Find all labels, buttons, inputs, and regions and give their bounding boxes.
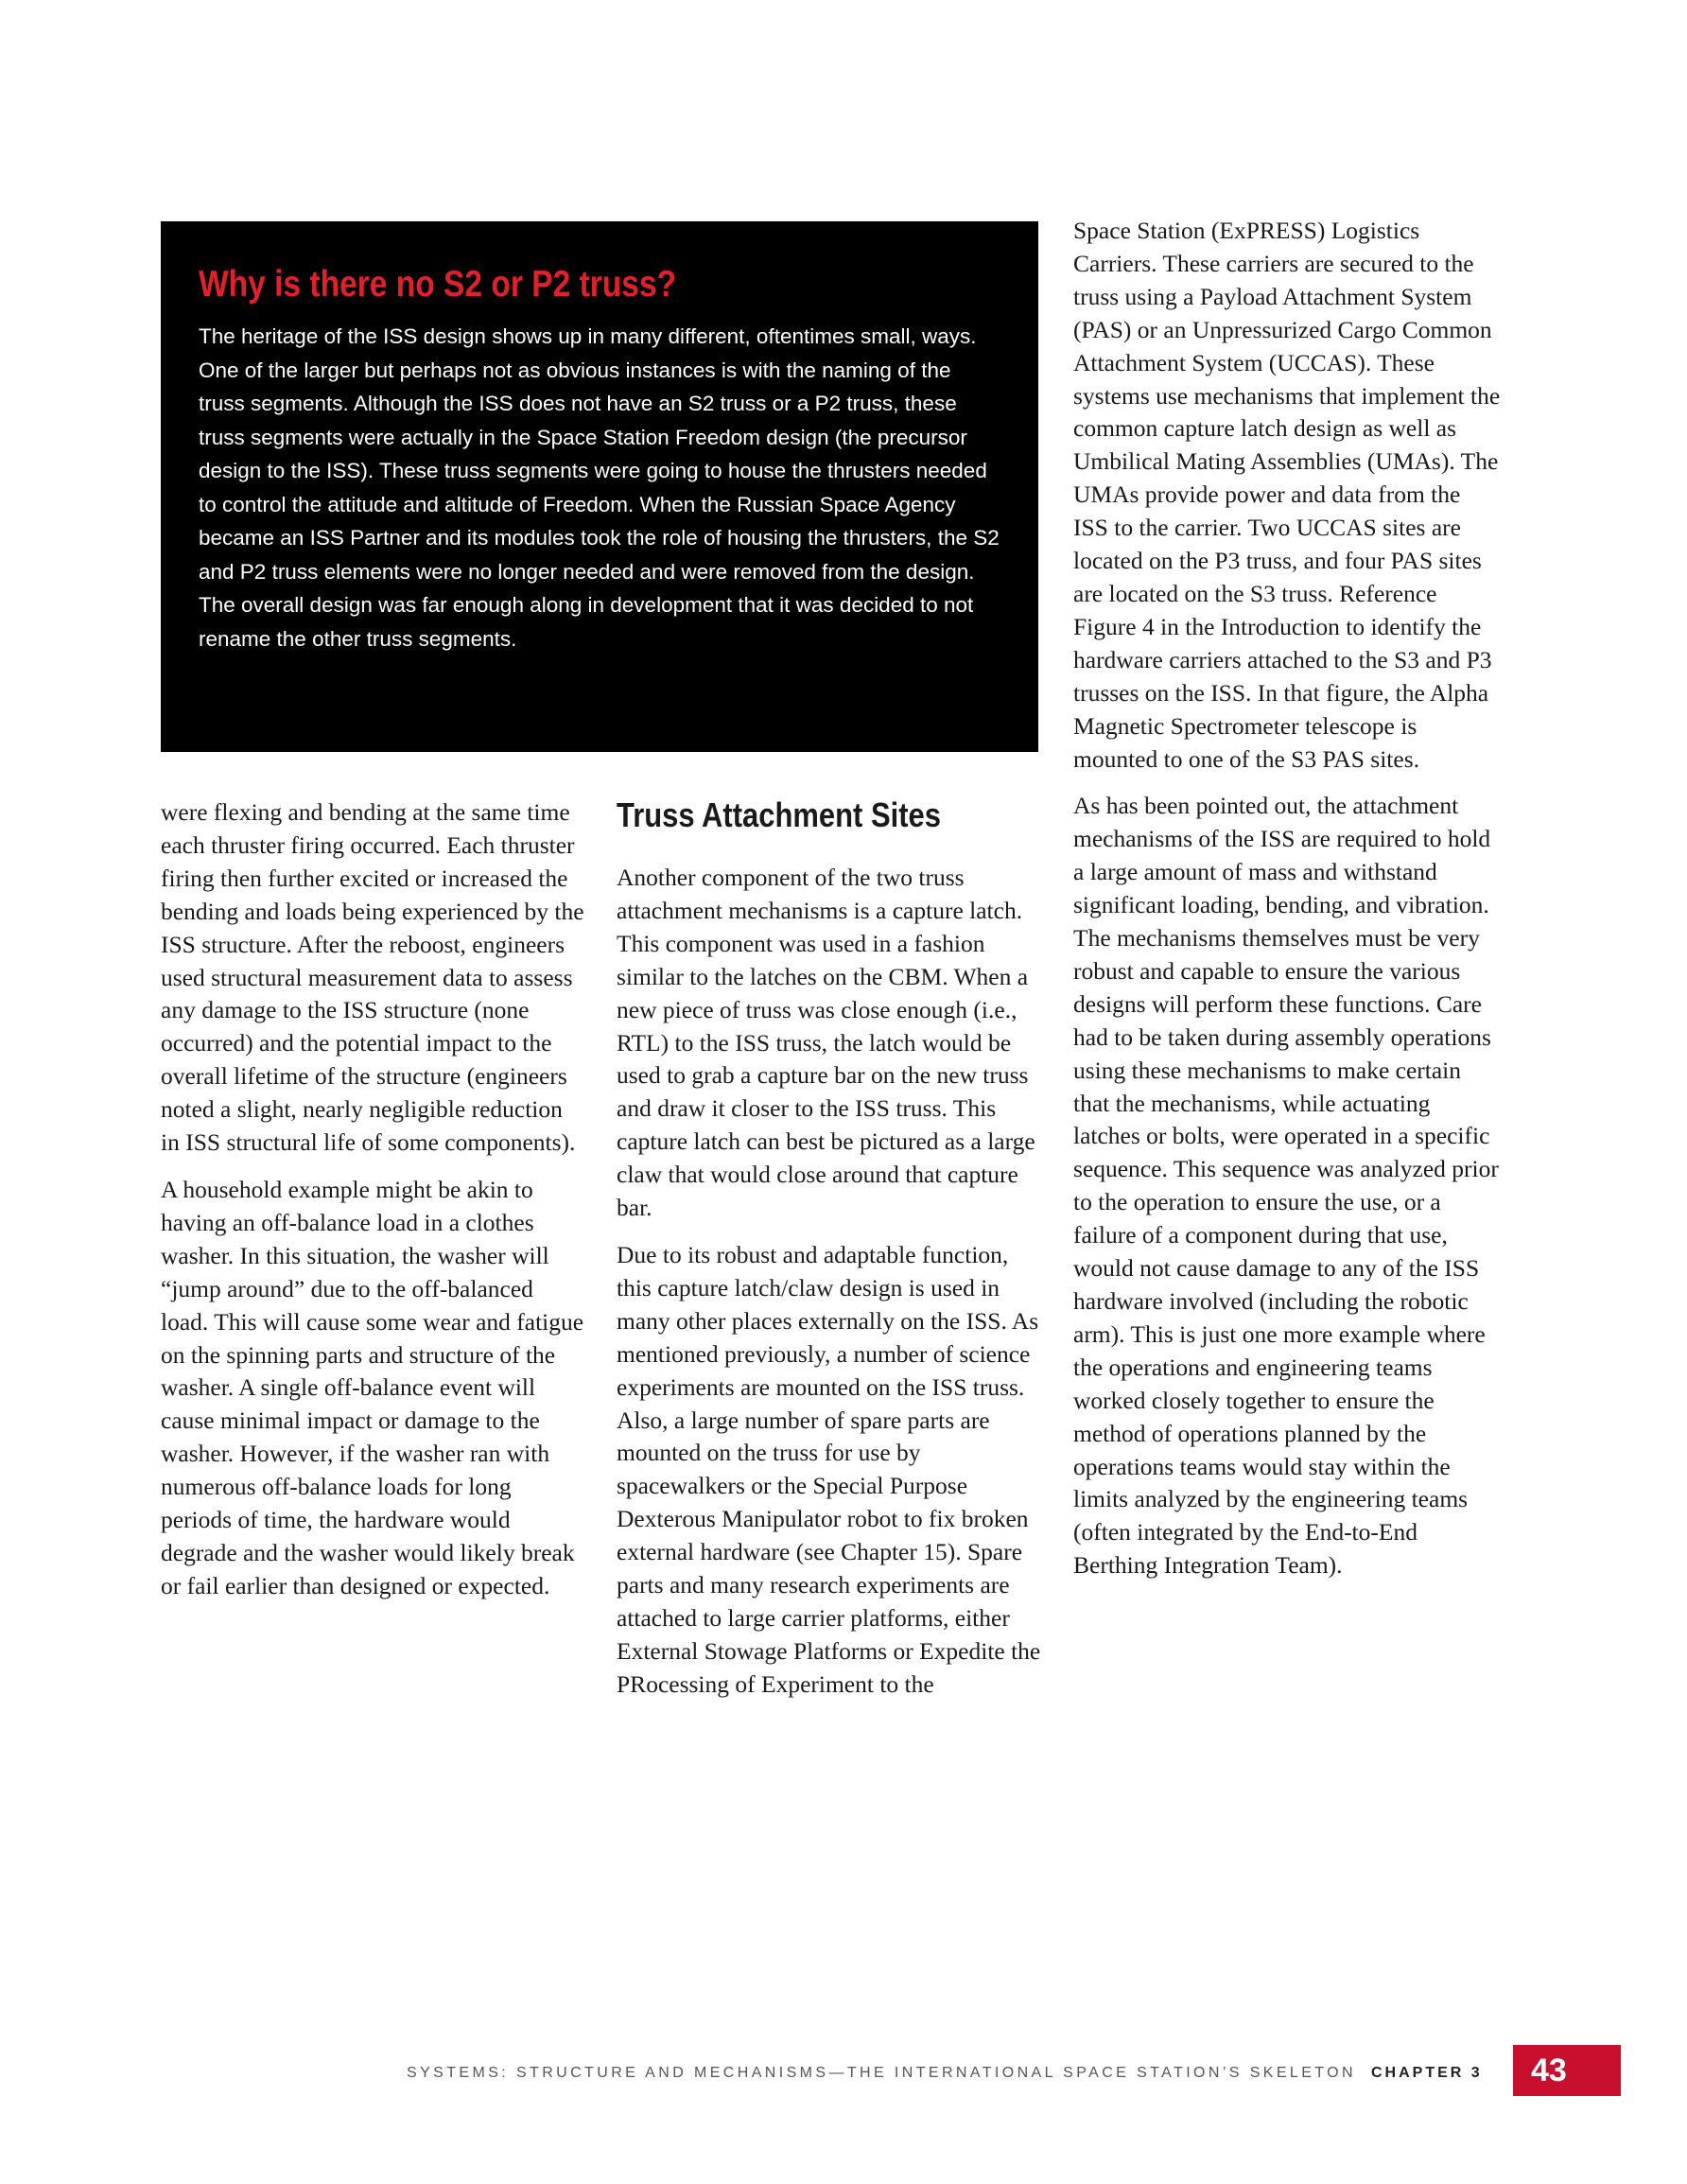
footer-running-title: SYSTEMS: STRUCTURE AND MECHANISMS—THE INTERNATIONAL SPACE STATION’S SKELETON [407,2065,1356,2081]
sidebar-box [161,221,1038,752]
column-2 [617,795,1044,1716]
section-heading: Truss Attachment Sites [617,795,941,834]
page-number-badge [1513,2045,1621,2096]
footer-chapter-label: CHAPTER 3 [1371,2065,1483,2081]
body-paragraph: Space Station (ExPRESS) Logistics Carriers. These carriers are secured to the truss using a Payload Attachment System (PAS) or an Unpressurized Cargo Common Attachment System (UCCAS). These systems use mechanisms that implement the common capture latch design as well as Umbilical Mating Assemblies (UMAs). The UMAs provide power and data from the ISS to the carrier. Two UCCAS sites are located on the P3 truss, and four PAS sites are located on the S3 truss. Reference Figure 4 in the Introduction to identify the hardware carriers attached to the S3 and P3 trusses on the ISS. In that figure, the Alpha Magnetic Spectrometer telescope is mounted to one of the S3 PAS sites. [1073,217,1501,773]
column-1 [161,796,586,1617]
body-paragraph: A household example might be akin to having an off-balance load in a clothes washer. In this situation, the washer will “jump around” due to the off-balanced load. This will cause some wear and fatigue on the spinning parts and structure of the washer. A single off-balance event will cause minimal impact or damage to the washer. However, if the washer ran with numerous off-balance loads for long periods of time, the hardware would degrade and the washer would likely break or fail earlier than designed or expected. [161,1175,584,1599]
body-paragraph: were flexing and bending at the same time each thruster firing occurred. Each thruster firing then further excited or increased the bending and loads being experienced by the ISS structure. After the reboost, engineers used structural measurement data to assess any damage to the ISS structure (none occurred) and the potential impact to the overall lifetime of the structure (engineers noted a slight, nearly negligible reduction in ISS structural life of some components). [161,798,584,1157]
sidebar-body: The heritage of the ISS design shows up in many different, oftentimes small, ways. One of the larger but perhaps not as obvious instances is with the naming of the truss segments. Although the ISS does not have an S2 truss or a P2 truss, these truss segments were actually in the Space Station Freedom design (the precursor design to the ISS). These truss segments were going to house the thrusters needed to control the attitude and altitude of Freedom. When the Russian Space Agency became an ISS Partner and its modules took the role of housing the thrusters, the S2 and P2 truss elements were no longer needed and were removed from the design. The overall design was far enough along in development that it was decided to not rename the other truss segments. [199,324,1000,651]
sidebar-title: Why is there no S2 or P2 truss? [199,264,677,305]
page-number: 43 [1531,2053,1567,2088]
column-3 [1073,215,1501,1597]
body-paragraph: As has been pointed out, the attachment mechanisms of the ISS are required to hold a large amount of mass and withstand significant loading, bending, and vibration. The mechanisms themselves must be very robust and capable to ensure the various designs will perform these functions. Care had to be taken during assembly operations using these mechanisms to make certain that the mechanisms, while actuating latches or bolts, were operated in a specific sequence. This sequence was analyzed prior to the operation to ensure the use, or a failure of a component during that use, would not cause damage to any of the ISS hardware involved (including the robotic arm). This is just one more example where the operations and engineering teams worked closely together to ensure the method of operations planned by the operations teams would stay within the limits analyzed by the engineering teams (often integrated by the End-to-End Berthing Integration Team). [1073,792,1499,1580]
body-paragraph: Another component of the two truss attachment mechanisms is a capture latch. This component was used in a fashion similar to the latches on the CBM. When a new piece of truss was close enough (i.e., RTL) to the ISS truss, the latch would be used to grab a capture bar on the new truss and draw it closer to the ISS truss. This capture latch can best be pictured as a large claw that would close around that capture bar. [617,864,1035,1222]
body-paragraph: Due to its robust and adaptable function, this capture latch/claw design is used in many other places externally on the ISS. As mentioned previously, a number of science experiments are mounted on the ISS truss. Also, a large number of spare parts are mounted on the truss for use by spacewalkers or the Special Purpose Dexterous Manipulator robot to fix broken external hardware (see Chapter 15). Spare parts and many research experiments are attached to large carrier platforms, either External Stowage Platforms or Expedite the PRocessing of Experiment to the [617,1240,1041,1698]
